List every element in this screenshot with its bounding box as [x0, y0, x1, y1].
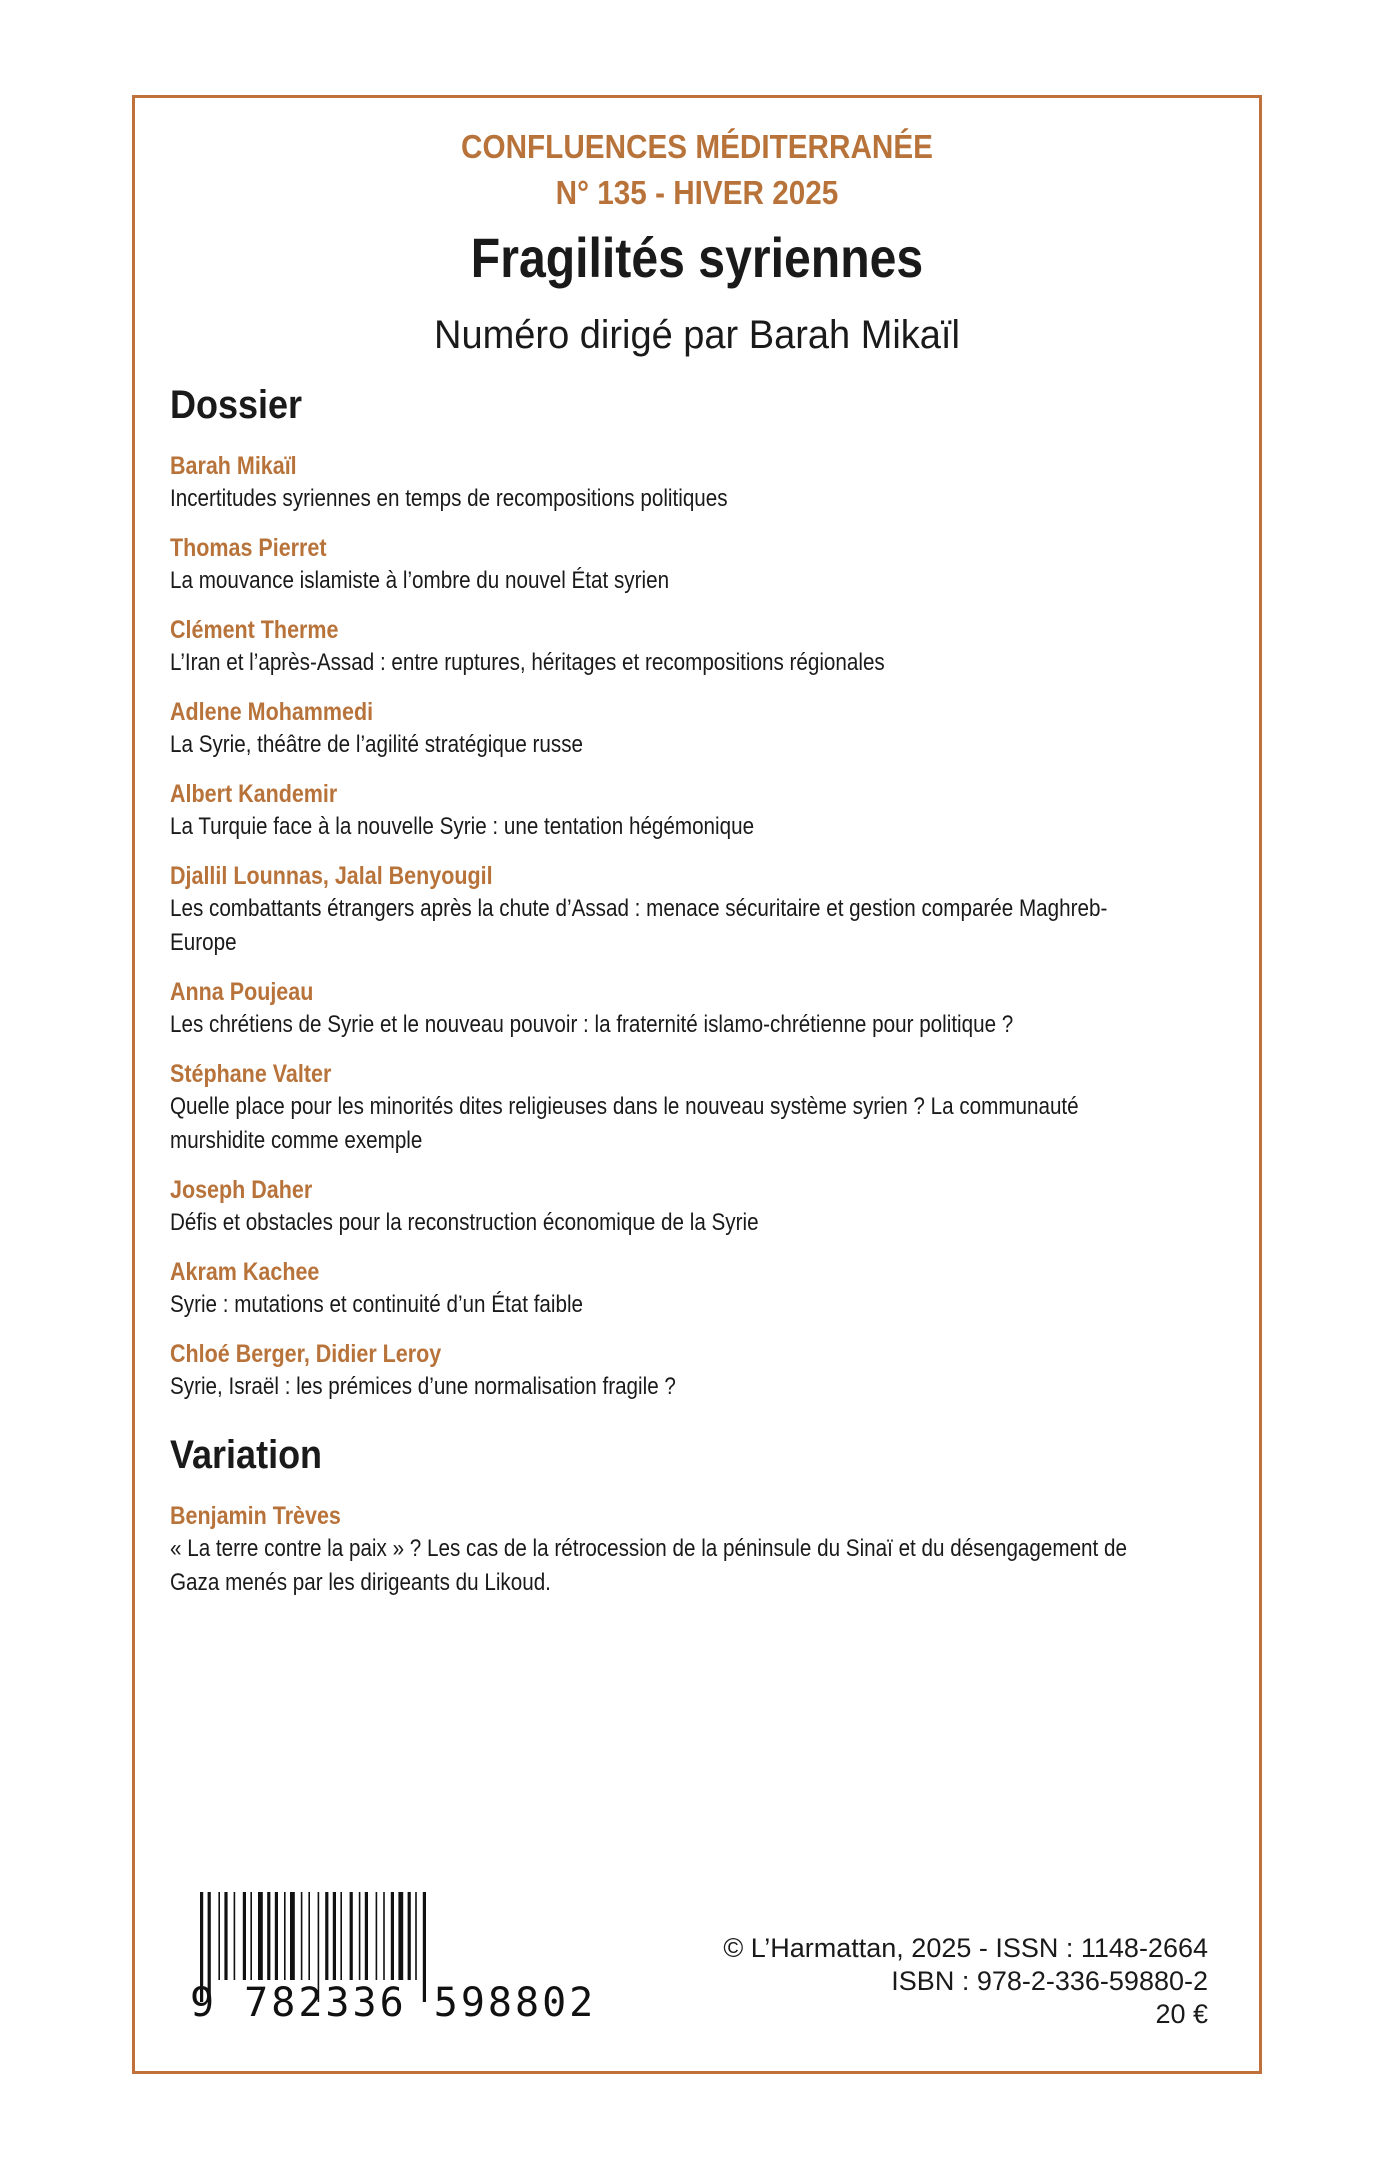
entry-author: Clément Therme: [170, 616, 339, 644]
barcode-bar: [398, 1892, 403, 1980]
legal-info: [723, 1932, 1208, 2031]
entry-author: Chloé Berger, Didier Leroy: [170, 1340, 442, 1368]
toc-entry: [170, 532, 1250, 598]
toc-entry: [170, 614, 1250, 680]
barcode-bar: [234, 1892, 236, 1980]
entry-author: Stéphane Valter: [170, 1060, 332, 1088]
barcode-bar: [218, 1892, 220, 1980]
barcode-bar: [350, 1892, 353, 1980]
journal-name: CONFLUENCES MÉDITERRANÉE: [461, 128, 933, 165]
barcode-bar: [250, 1892, 252, 1980]
isbn-barcode: [190, 1892, 597, 2026]
entry-author: Thomas Pierret: [170, 534, 327, 562]
barcode-bar: [376, 1892, 378, 1980]
entry-author: Benjamin Trèves: [170, 1502, 341, 1530]
barcode-bar: [275, 1892, 278, 1980]
barcode-bar: [408, 1892, 411, 1980]
entry-title: La Turquie face à la nouvelle Syrie : une tentation hégémonique: [170, 813, 755, 840]
barcode-bar: [290, 1892, 295, 1980]
entry-title: Syrie, Israël : les prémices d’une normalisation fragile ?: [170, 1373, 676, 1400]
entry-title: Défis et obstacles pour la reconstruction économique de la Syrie: [170, 1209, 759, 1236]
toc-entry: [170, 450, 1250, 516]
barcode-bar: [383, 1892, 385, 1980]
issue-director: Numéro dirigé par Barah Mikaïl: [434, 313, 960, 357]
barcode-digits: 9 782336 598802: [190, 1980, 597, 2026]
entry-title: L’Iran et l’après-Assad : entre ruptures, héritages et recompositions régionales: [170, 649, 885, 676]
toc-entry: [170, 1500, 1250, 1600]
entry-author: Joseph Daher: [170, 1176, 313, 1204]
entry-title: Quelle place pour les minorités dites religieuses dans le nouveau système syrien ? La communauté murshidite comme exemple: [170, 1093, 1079, 1154]
barcode-bar: [267, 1892, 270, 1980]
price: 20 €: [1155, 1999, 1208, 2029]
isbn-number: ISBN : 978-2-336-59880-2: [891, 1966, 1208, 1996]
barcode-bar: [325, 1892, 328, 1980]
barcode-bar: [308, 1892, 310, 1980]
barcode-bar: [415, 1892, 417, 1980]
barcode-bar: [365, 1892, 368, 1980]
dossier-heading: Dossier: [170, 383, 303, 427]
entry-author: Albert Kandemir: [170, 780, 338, 808]
toc-entry: [170, 778, 1250, 844]
entry-author: Akram Kachee: [170, 1258, 320, 1286]
table-of-contents: [170, 380, 1250, 1616]
journal-issue: N° 135 - HIVER 2025: [555, 174, 839, 211]
toc-entry: [170, 1058, 1250, 1158]
entry-title: Les combattants étrangers après la chute d’Assad : menace sécuritaire et gestion comparée Maghreb-Europe: [170, 895, 1108, 956]
toc-entry: [170, 860, 1250, 960]
toc-entry: [170, 1256, 1250, 1322]
barcode-bar: [359, 1892, 361, 1980]
toc-entry: [170, 696, 1250, 762]
toc-entry: [170, 976, 1250, 1042]
copyright-issn: © L’Harmattan, 2025 - ISSN : 1148-2664: [723, 1933, 1208, 1963]
barcode-bar: [224, 1892, 227, 1980]
entry-title: Incertitudes syriennes en temps de recompositions politiques: [170, 485, 728, 512]
entry-title: Les chrétiens de Syrie et le nouveau pouvoir : la fraternité islamo-chrétienne pour politique ?: [170, 1011, 1014, 1038]
journal-header: [189, 124, 1206, 216]
toc-entry: [170, 1174, 1250, 1240]
issue-title: Fragilités syriennes: [470, 226, 924, 289]
entry-title: Syrie : mutations et continuité d’un État faible: [170, 1291, 584, 1318]
barcode-bar: [391, 1892, 394, 1980]
entry-author: Barah Mikaïl: [170, 452, 297, 480]
variation-heading: Variation: [170, 1433, 323, 1477]
variation-section: [170, 1430, 1250, 1600]
barcode-bar: [340, 1892, 342, 1980]
toc-entry: [170, 1338, 1250, 1404]
entry-author: Adlene Mohammedi: [170, 698, 374, 726]
entry-title: « La terre contre la paix » ? Les cas de la rétrocession de la péninsule du Sinaï et du désengagement de Gaza menés par les dirigeants du Likoud.: [170, 1535, 1127, 1596]
entry-author: Anna Poujeau: [170, 978, 314, 1006]
barcode-bar: [301, 1892, 303, 1980]
barcode-bar: [284, 1892, 286, 1980]
barcode-bar: [333, 1892, 336, 1980]
entry-title: La mouvance islamiste à l’ombre du nouvel État syrien: [170, 567, 670, 594]
entry-title: La Syrie, théâtre de l’agilité stratégique russe: [170, 731, 584, 758]
entry-author: Djallil Lounnas, Jalal Benyougil: [170, 862, 493, 890]
barcode-bar: [258, 1892, 263, 1980]
barcode-bar: [243, 1892, 246, 1980]
